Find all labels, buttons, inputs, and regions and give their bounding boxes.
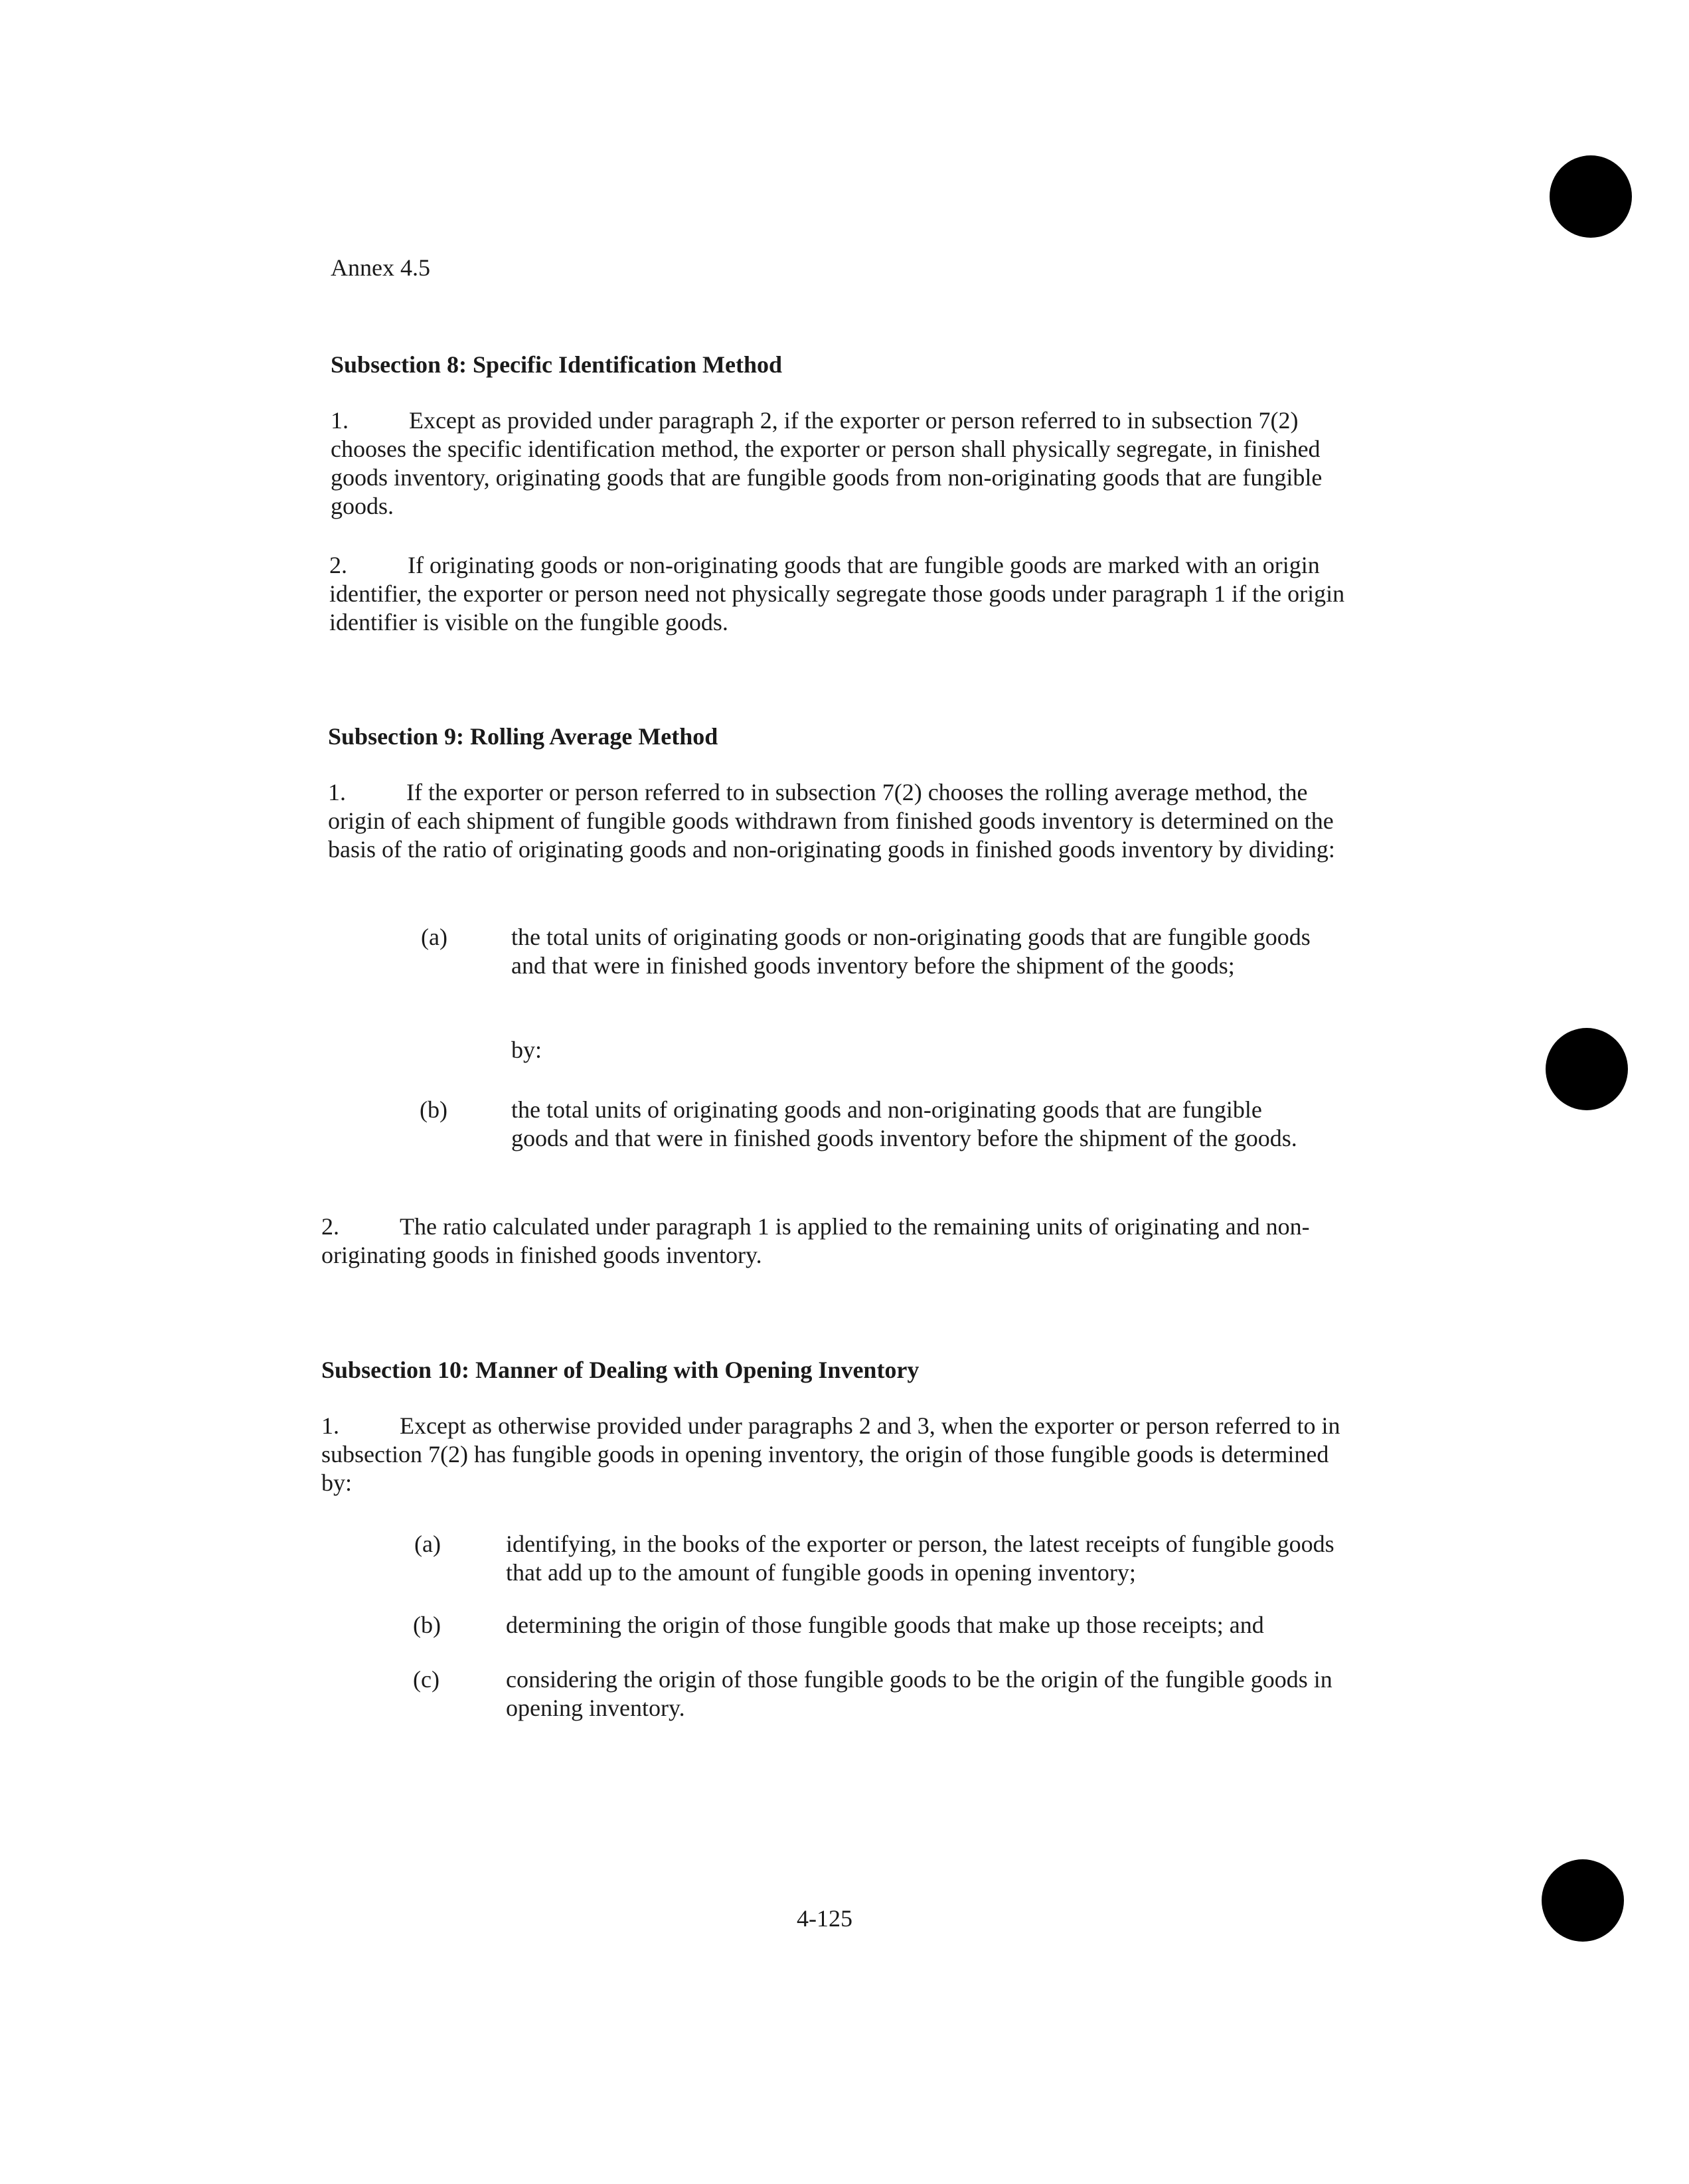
subsection-9-paragraph-2 [321, 1213, 1364, 1270]
paragraph-number: 1. [331, 407, 349, 434]
subsection-10-heading: Subsection 10: Manner of Dealing with Opening Inventory [321, 1357, 920, 1383]
item-text: identifying, in the books of the exporter or person, the latest receipts of fungible goods that add up to the amount of fungible goods in opening inventory; [506, 1531, 1334, 1586]
paragraph-text: If the exporter or person referred to in subsection 7(2) chooses the rolling average method, the origin of each shipment of fungible goods withdrawn from finished goods inventory is determined on the basis of the ratio of originating goods and non-originating goods in finished goods inventory by dividing: [328, 779, 1335, 863]
item-text: considering the origin of those fungible goods to be the origin of the fungible goods in opening inventory. [506, 1666, 1332, 1721]
paragraph-number: 2. [321, 1213, 339, 1240]
punch-hole-middle [1546, 1028, 1628, 1110]
item-label: (a) [414, 1531, 441, 1557]
subsection-8-heading: Subsection 8: Specific Identification Method [331, 351, 782, 378]
item-text: determining the origin of those fungible goods that make up those receipts; and [506, 1612, 1264, 1638]
paragraph-number: 2. [329, 552, 347, 578]
punch-hole-top [1550, 155, 1632, 238]
paragraph-text: The ratio calculated under paragraph 1 is applied to the remaining units of originating and non-originating goods in finished goods inventory. [321, 1213, 1310, 1268]
subsection-9-paragraph-1 [328, 778, 1364, 864]
subsection-9-item-b [420, 1096, 1349, 1182]
subsection-10-item-c [413, 1665, 1356, 1725]
paragraph-text: Except as provided under paragraph 2, if the exporter or person referred to in subsection 7(2) chooses the specific identification method, the exporter or person shall physically segregate, in finished goods inventory, originating goods that are fungible goods from non-originating goods that are fungible goods. [331, 407, 1323, 519]
paragraph-number: 1. [328, 779, 346, 805]
page-number: 4-125 [797, 1905, 852, 1932]
item-label: (b) [420, 1096, 447, 1123]
subsection-9-by-text: by: [511, 1037, 542, 1063]
paragraph-text: If originating goods or non-originating goods that are fungible goods are marked with an origin identifier, the exporter or person need not physically segregate those goods under paragraph 1 if the origin identifier is visible on the fungible goods. [329, 552, 1345, 635]
paragraph-text: Except as otherwise provided under paragraphs 2 and 3, when the exporter or person referred to in subsection 7(2) has fungible goods in opening inventory, the origin of those fungible goods is determined by: [321, 1412, 1340, 1496]
subsection-8-paragraph-2 [329, 551, 1352, 637]
paragraph-number: 1. [321, 1412, 339, 1439]
subsection-9-item-a [421, 923, 1350, 1009]
annex-label: Annex 4.5 [331, 254, 430, 281]
subsection-10-item-a [414, 1530, 1357, 1590]
item-label: (c) [413, 1666, 440, 1693]
item-text: the total units of originating goods and non-originating goods that are fungible goods and that were in finished goods inventory before the shipment of the goods. [511, 1096, 1297, 1151]
subsection-9-heading: Subsection 9: Rolling Average Method [328, 723, 718, 750]
subsection-10-item-b [413, 1611, 1356, 1644]
subsection-10-paragraph-1 [321, 1412, 1357, 1497]
item-text: the total units of originating goods or non-originating goods that are fungible goods and that were in finished goods inventory before the shipment of the goods; [511, 924, 1311, 979]
subsection-8-paragraph-1 [331, 406, 1353, 521]
item-label: (a) [421, 924, 447, 950]
item-label: (b) [413, 1612, 441, 1638]
punch-hole-bottom [1542, 1859, 1624, 1942]
